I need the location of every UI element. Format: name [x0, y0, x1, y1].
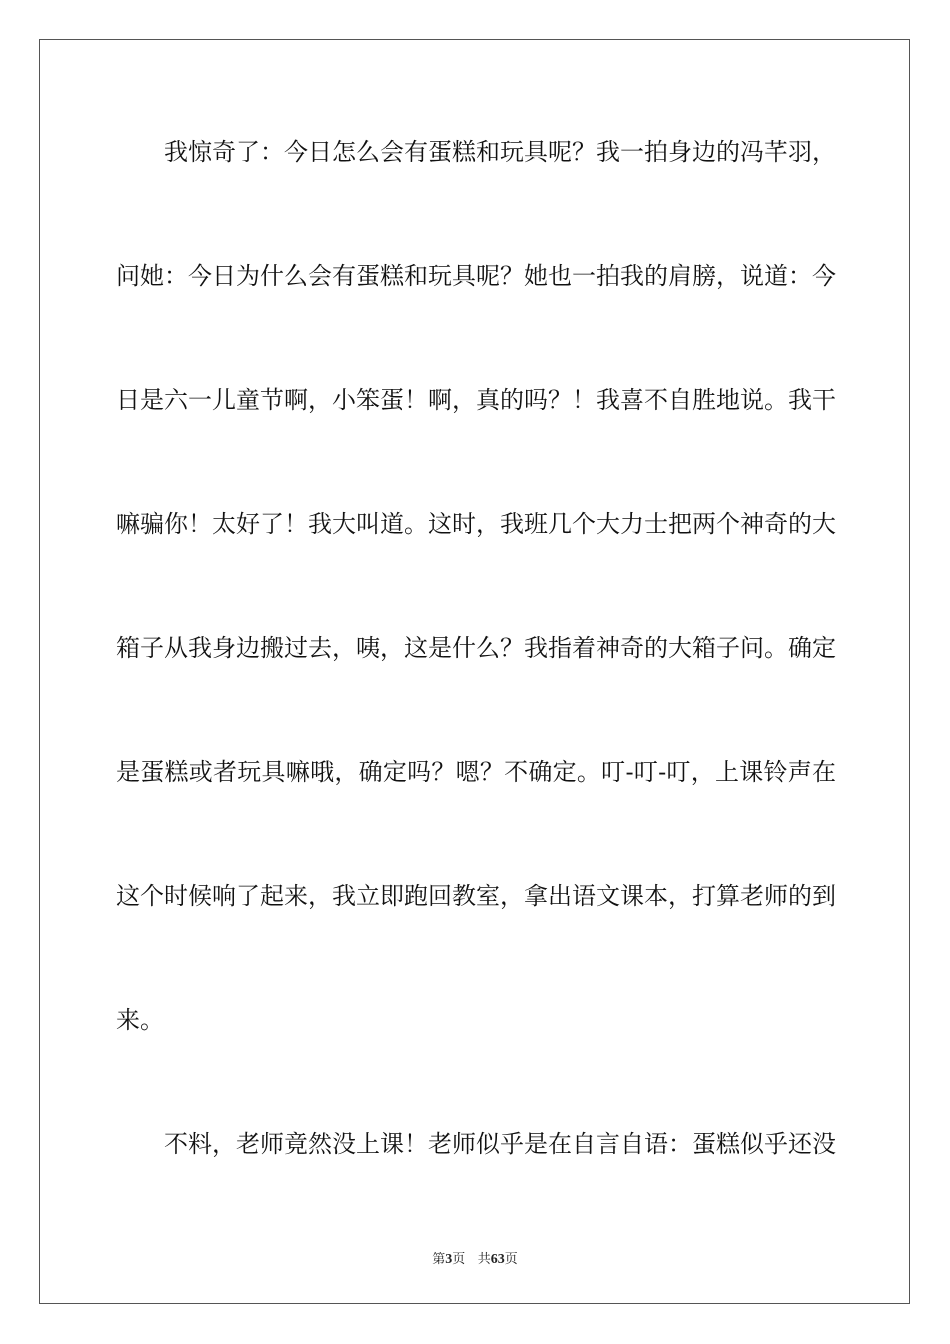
paragraph-line: 不料，老师竟然没上课！老师似乎是在自言自语：蛋糕似乎还没: [164, 1130, 836, 1158]
paragraph-line: 来。: [116, 1006, 164, 1034]
paragraph-line: 箱子从我身边搬过去，咦，这是什么？我指着神奇的大箱子问。确定: [116, 634, 836, 662]
page-frame: [39, 39, 910, 1304]
paragraph-line: 这个时候响了起来，我立即跑回教室，拿出语文课本，打算老师的到: [116, 882, 836, 910]
page-number: 3: [445, 1252, 453, 1267]
paragraph-line: 问她：今日为什么会有蛋糕和玩具呢？她也一拍我的肩膀，说道：今: [116, 262, 836, 290]
paragraph-line: 是蛋糕或者玩具嘛哦，确定吗？嗯？不确定。叮-叮-叮，上课铃声在: [116, 758, 836, 786]
paragraph-line: 嘛骗你！太好了！我大叫道。这时，我班几个大力士把两个神奇的大: [116, 510, 836, 538]
page-footer: [0, 1248, 950, 1268]
total-suffix: 页: [504, 1252, 518, 1267]
total-prefix: 共: [477, 1252, 491, 1267]
paragraph-line: 我惊奇了：今日怎么会有蛋糕和玩具呢？我一拍身边的冯芊羽，: [164, 138, 836, 166]
total-pages: 63: [490, 1252, 505, 1267]
page-suffix: 页: [452, 1252, 466, 1267]
page-prefix: 第: [432, 1252, 446, 1267]
paragraph-line: 日是六一儿童节啊，小笨蛋！啊，真的吗？！我喜不自胜地说。我干: [116, 386, 836, 414]
